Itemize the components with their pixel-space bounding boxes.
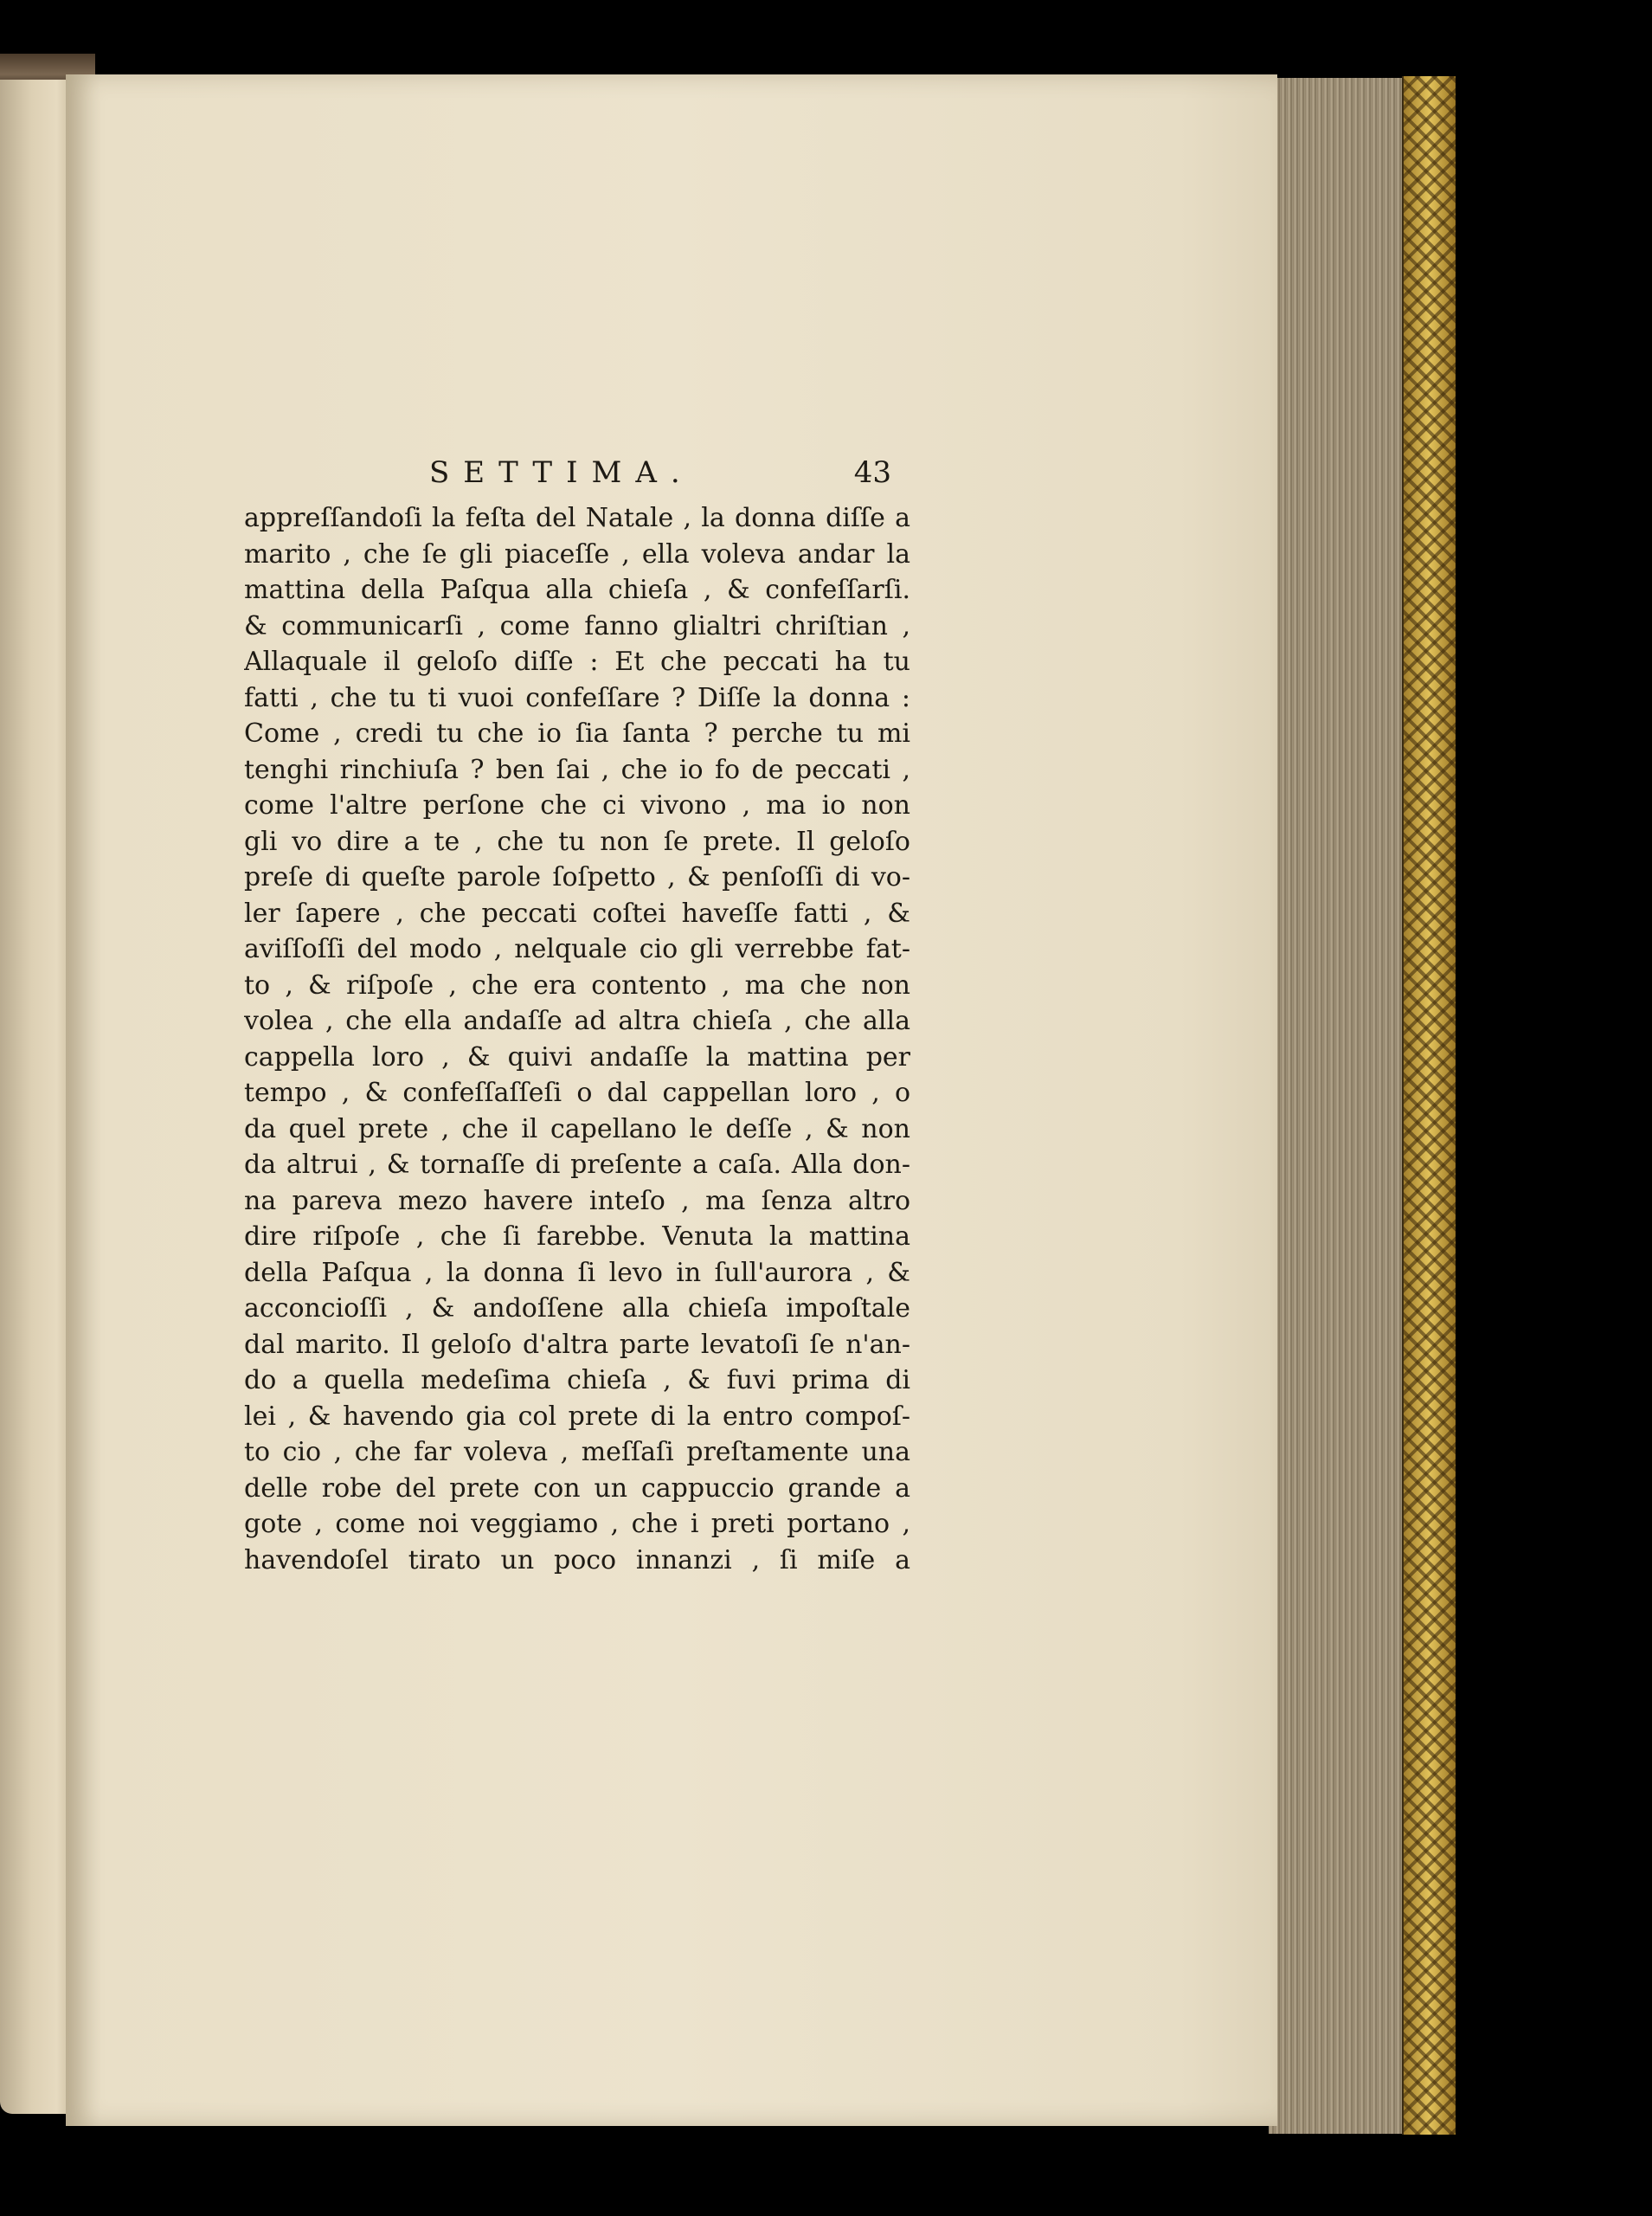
page-block-edges [1269, 78, 1407, 2134]
text-line: Come , credi tu che io ſia ſanta ? perche tu mi [244, 718, 910, 749]
text-block [244, 455, 910, 1578]
text-line: preſe di queſte parole ſoſpetto , & penſoſſi di vo- [244, 862, 910, 892]
text-line: acconcioſſi , & andoſſene alla chieſa impoſtale [244, 1293, 910, 1324]
text-line: della Paſqua , la donna ſi levo in ſull'aurora , & [244, 1257, 910, 1288]
text-line: tenghi rinchiuſa ? ben ſai , che io fo de peccati , [244, 754, 910, 785]
text-line: come l'altre perſone che ci vivono , ma io non [244, 790, 910, 821]
running-head [244, 455, 910, 500]
text-line: gote , come noi veggiamo , che i preti portano , [244, 1509, 910, 1539]
text-line: volea , che ella andaſſe ad altra chieſa , che alla [244, 1006, 910, 1036]
text-line: marito , che ſe gli piaceſſe , ella voleva andar la [244, 538, 910, 570]
text-line: to cio , che far voleva , meſſaſi preſtamente una [244, 1437, 910, 1467]
body-text [244, 500, 910, 1578]
text-line: do a quella medeſima chieſa , & fuvi prima di [244, 1365, 910, 1395]
text-line: delle robe del prete con un cappuccio grande a [244, 1472, 910, 1504]
text-line: dire riſpoſe , che ſi farebbe. Venuta la mattina [244, 1221, 910, 1252]
gilt-fore-edge [1402, 76, 1456, 2135]
text-line: aviſſoſſi del modo , nelquale cio gli verrebbe fat- [244, 934, 910, 964]
text-line: Allaquale il geloſo diſſe : Et che peccati ha tu [244, 647, 910, 677]
text-line: da quel prete , che il capellano le deſſe , & non [244, 1113, 910, 1144]
text-line: appreſſandoſi la feſta del Natale , la donna diſſe a [244, 503, 910, 533]
text-line: mattina della Paſqua alla chieſa , & confeſſarſi. [244, 575, 910, 605]
text-line: dal marito. Il geloſo d'altra parte levatoſi ſe n'an- [244, 1329, 910, 1360]
text-line: da altrui , & tornaſſe di preſente a caſa. Alla don- [244, 1150, 910, 1180]
text-line: to , & riſpoſe , che era contento , ma che non [244, 970, 910, 1001]
text-line: tempo , & confeſſaſſeſi o dal cappellan loro , o [244, 1078, 910, 1108]
previous-page-edge [0, 80, 71, 2114]
text-line: gli vo dire a te , che tu non ſe prete. Il geloſo [244, 826, 910, 857]
text-line: & communicarſi , come fanno glialtri chriſtian , [244, 610, 910, 641]
text-line: havendoſel tirato un poco innanzi , ſi miſe a [244, 1544, 910, 1575]
text-line: cappella loro , & quivi andaſſe la mattina per [244, 1041, 910, 1073]
text-line: fatti , che tu ti vuoi confeſſare ? Diſſe la donna : [244, 682, 910, 713]
page-number: 43 [853, 455, 891, 490]
text-line: na pareva mezo havere inteſo , ma ſenza altro [244, 1185, 910, 1216]
text-line: lei , & havendo gia col prete di la entro compoſ- [244, 1401, 910, 1432]
text-line: ler ſapere , che peccati coſtei haveſſe fatti , & [244, 898, 910, 929]
running-title: SETTIMA. [429, 455, 694, 490]
